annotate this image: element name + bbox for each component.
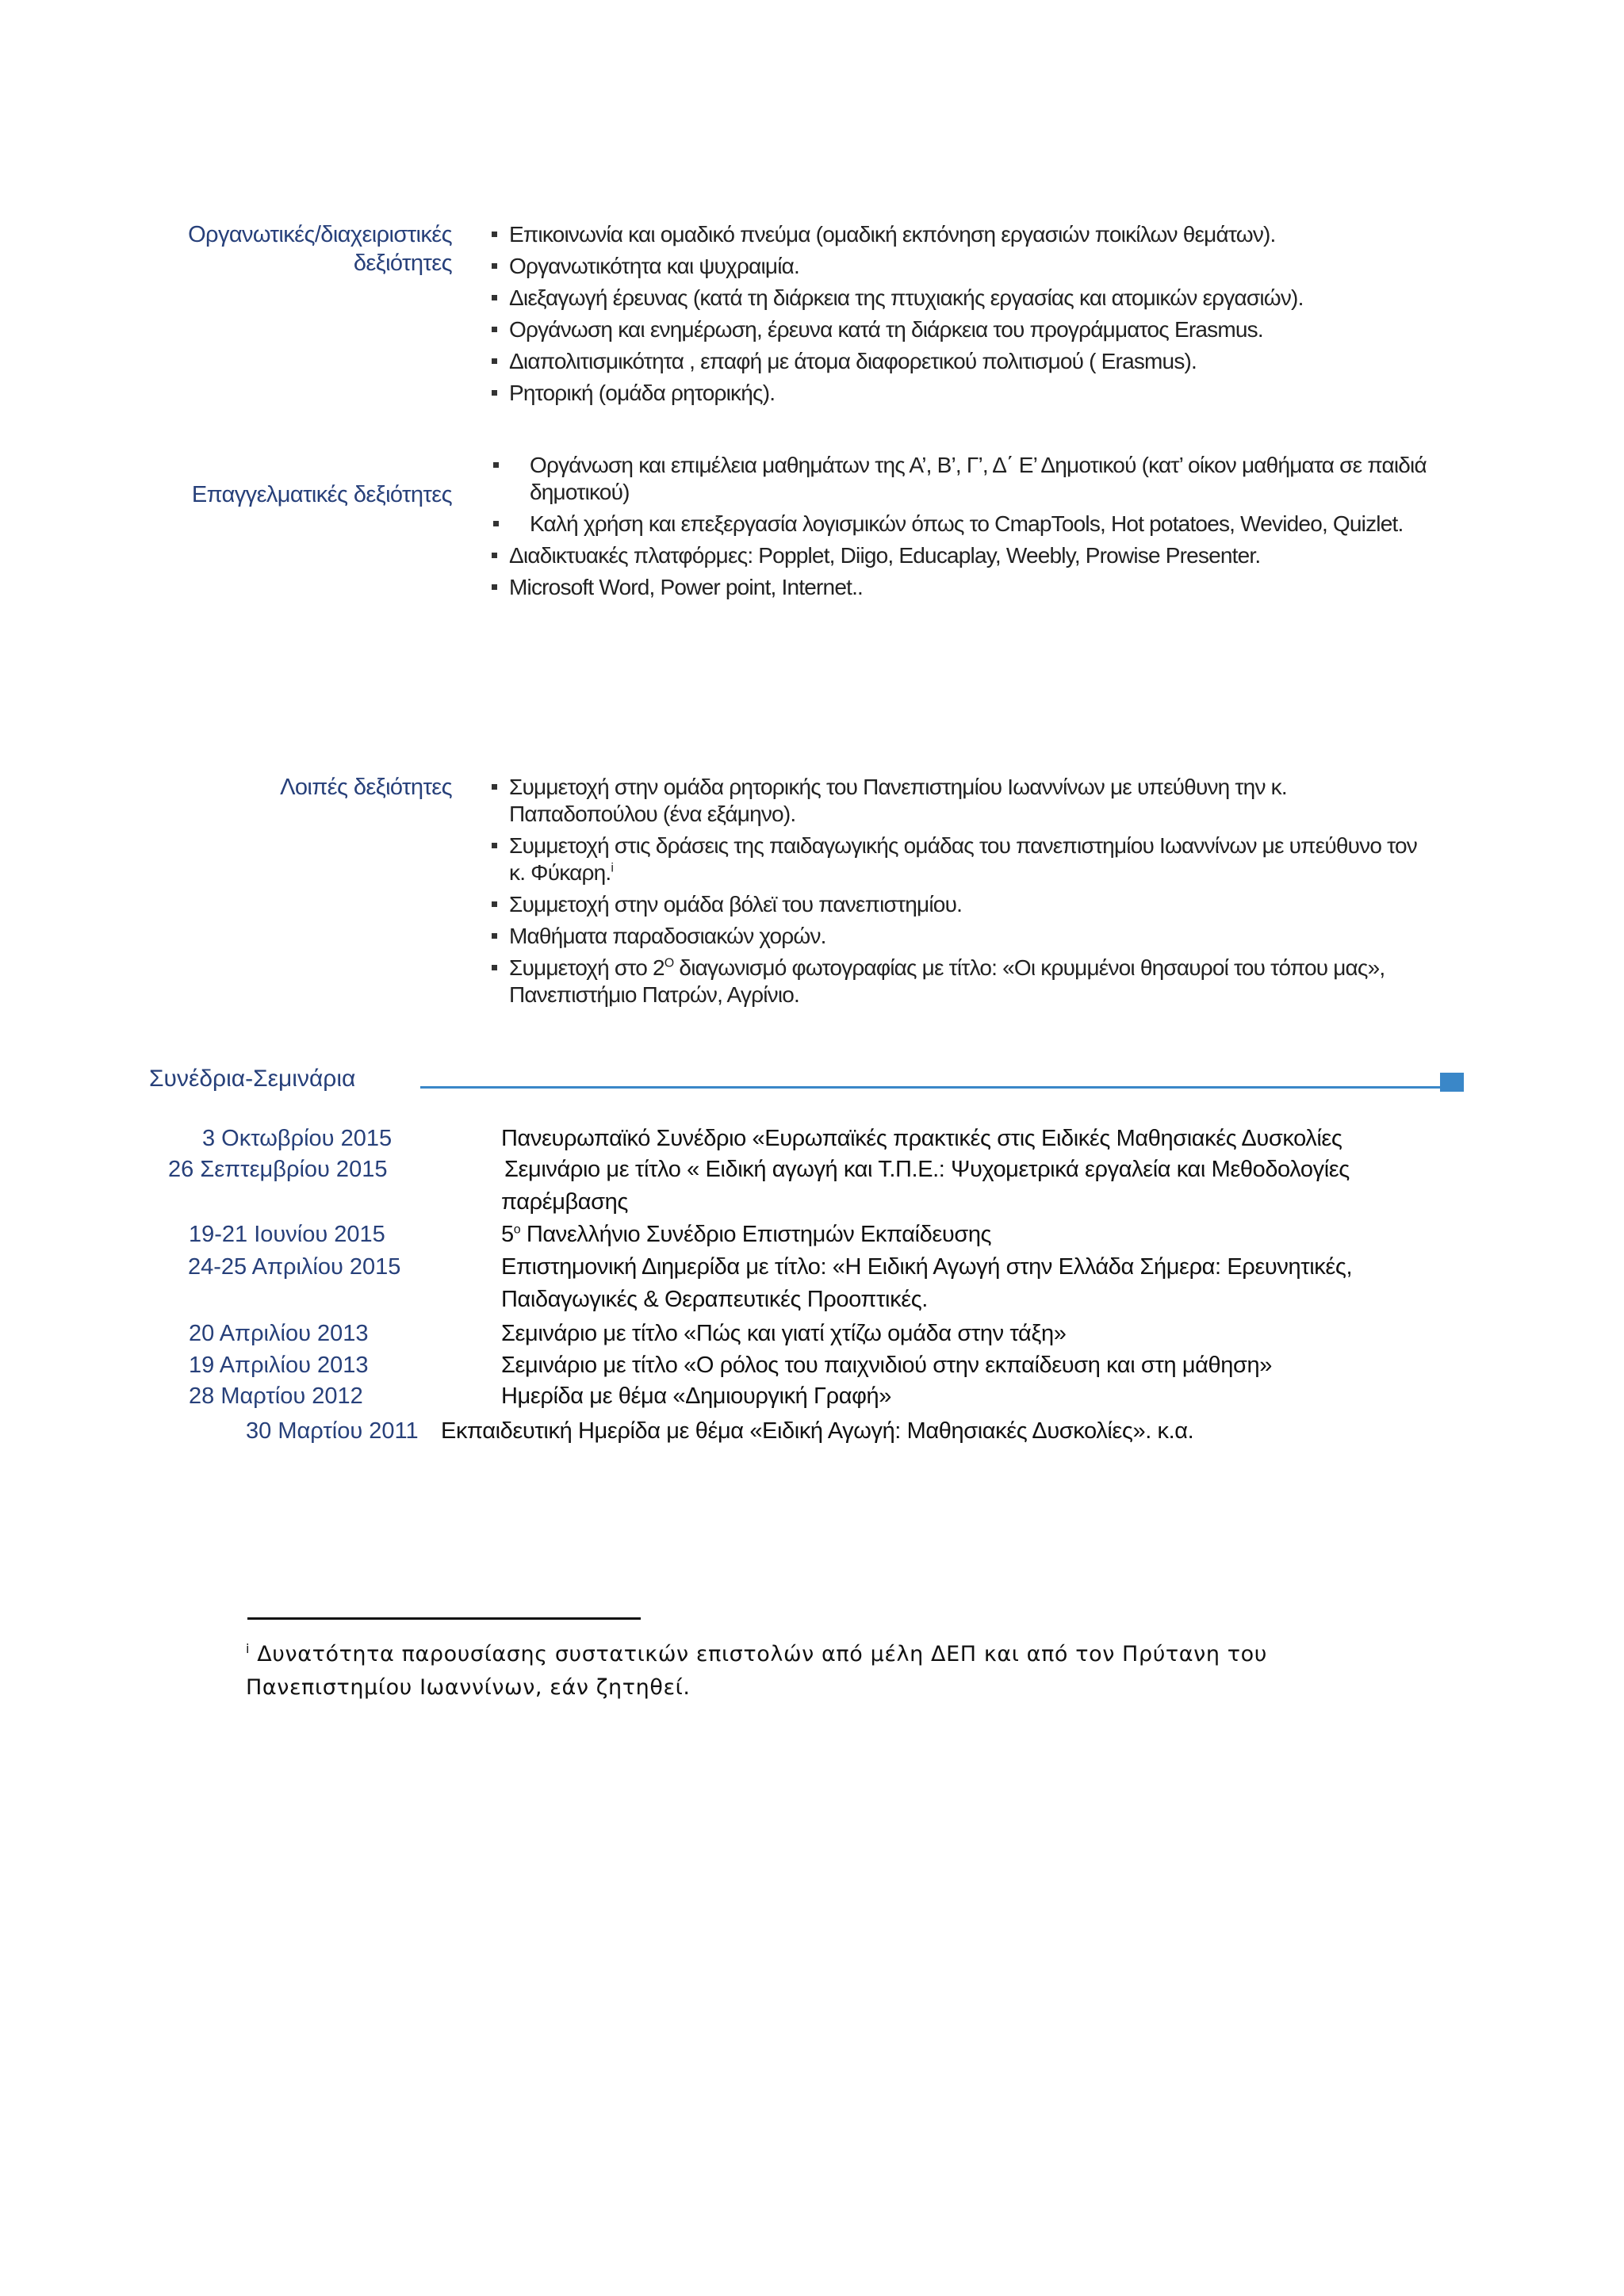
seminar-date: 26 Σεπτεμβρίου 2015 [168, 1157, 388, 1182]
bullet-icon [492, 327, 497, 332]
seminar-title: Σεμινάριο με τίτλο « Ειδική αγωγή και Τ.Π.Ε.: Ψυχομετρικά εργαλεία και Μεθοδολογίες [504, 1157, 1350, 1182]
bullet-icon [492, 295, 497, 300]
seminar-date: 28 Μαρτίου 2012 [189, 1383, 363, 1409]
list-item: Συμμετοχή στην ομάδα ρητορικής του Πανεπιστημίου Ιωαννίνων με υπεύθυνη την κ. Παπαδοπούλου (ένα εξάμηνο). [492, 772, 1546, 829]
bullet-icon [492, 843, 497, 848]
seminar-title: $5^o$ Πανελλήνιο Συνέδριο Επιστημών Εκπαίδευσης [501, 1222, 992, 1247]
seminar-title-continued: παρέμβασης [501, 1189, 628, 1215]
list-item: Microsoft Word, Power point, Internet.. [492, 572, 1546, 603]
bullet-icon [492, 901, 497, 907]
seminar-title: Εκπαιδευτική Ημερίδα με θέμα «Ειδική Αγωγή: Μαθησιακές Δυσκολίες». κ.α. [441, 1418, 1194, 1444]
footnote-separator [247, 1617, 641, 1620]
seminar-date: 30 Μαρτίου 2011 [246, 1418, 419, 1444]
list-item: Συμμετοχή στο $2^O$ διαγωνισμό φωτογραφίας με τίτλο: «Οι κρυμμένοι θησαυροί του τόπου μας», Πανεπιστήμιο Πατρών, Αγρίνιο. [492, 953, 1546, 1010]
footnote-marker: i [246, 1641, 251, 1656]
section-divider-marker [1440, 1073, 1464, 1092]
organizational-skills-label-line1: Οργανωτικές/διαχειριστικές [188, 222, 452, 247]
list-item: Καλή χρήση και επεξεργασία λογισμικών όπως το CmapTools, Hot potatoes, Wevideo, Quizlet. [492, 509, 1546, 539]
seminar-title: Ημερίδα με θέμα «Δημιουργική Γραφή» [501, 1383, 891, 1409]
bullet-icon [492, 232, 497, 237]
list-item: Μαθήματα παραδοσιακών χορών. [492, 921, 1546, 951]
seminar-date: 19-21 Ιουνίου 2015 [189, 1222, 385, 1247]
bullet-icon [492, 263, 497, 269]
bullet-icon [492, 390, 497, 396]
seminar-title: Πανευρωπαϊκό Συνέδριο «Ευρωπαϊκές πρακτικές στις Ειδικές Μαθησιακές Δυσκολίες [501, 1126, 1342, 1151]
seminar-title: Σεμινάριο με τίτλο «Πώς και γιατί χτίζω ομάδα στην τάξη» [501, 1321, 1067, 1346]
list-item: Διεξαγωγή έρευνας (κατά τη διάρκεια της πτυχιακής εργασίας και ατομικών εργασιών). [492, 283, 1546, 313]
list-item: Συμμετοχή στις δράσεις της παιδαγωγικής ομάδας του πανεπιστημίου Ιωαννίνων με υπεύθυνο τον κ. Φύκαρη.$^i$ [492, 831, 1546, 888]
professional-skills-label: Επαγγελματικές δεξιότητες [191, 482, 452, 507]
bullet-icon [492, 553, 497, 558]
footnote-reference[interactable]: i [611, 861, 614, 875]
bullet-icon [493, 521, 499, 526]
list-item: Διαδικτυακές πλατφόρμες: Popplet, Diigo, Educaplay, Weebly, Prowise Presenter. [492, 541, 1546, 571]
seminar-date: 3 Οκτωβρίου 2015 [202, 1126, 393, 1151]
bullet-icon [492, 784, 497, 790]
other-skills-list [492, 772, 1546, 1010]
list-item: Ρητορική (ομάδα ρητορικής). [492, 378, 1546, 408]
seminars-heading: Συνέδρια-Σεμινάρια [149, 1066, 356, 1092]
organizational-skills-label-line2: δεξιότητες [353, 251, 452, 276]
bullet-icon [493, 462, 499, 468]
footnote-text-line1: Δυνατότητα παρουσίασης συστατικών επιστολών από μέλη ΔΕΠ και από τον Πρύτανη του [257, 1642, 1267, 1667]
seminar-date: 20 Απριλίου 2013 [189, 1321, 369, 1346]
section-divider [420, 1086, 1443, 1089]
seminar-title: Σεμινάριο με τίτλο «Ο ρόλος του παιχνιδιού στην εκπαίδευση και στη μάθηση» [501, 1353, 1272, 1378]
bullet-icon [492, 965, 497, 970]
list-item: Συμμετοχή στην ομάδα βόλεϊ του πανεπιστημίου. [492, 890, 1546, 920]
bullet-icon [492, 933, 497, 939]
seminar-date: 19 Απριλίου 2013 [189, 1353, 369, 1378]
list-item: Οργάνωση και ενημέρωση, έρευνα κατά τη διάρκεια του προγράμματος Erasmus. [492, 315, 1546, 345]
list-item: Διαπολιτισμικότητα , επαφή με άτομα διαφορετικού πολιτισμού ( Erasmus). [492, 346, 1546, 377]
seminar-title-continued: Παιδαγωγικές & Θεραπευτικές Προοπτικές. [501, 1287, 928, 1312]
footnote [246, 1638, 1435, 1705]
seminar-title: Επιστημονική Διημερίδα με τίτλο: «Η Ειδική Αγωγή στην Ελλάδα Σήμερα: Ερευνητικές, [501, 1254, 1353, 1280]
other-skills-label: Λοιπές δεξιότητες [280, 775, 452, 800]
list-item: Επικοινωνία και ομαδικό πνεύμα (ομαδική εκπόνηση εργασιών ποικίλων θεμάτων). [492, 220, 1546, 250]
organizational-skills-label [135, 220, 452, 277]
bullet-icon [492, 358, 497, 364]
list-item: Οργάνωση και επιμέλεια μαθημάτων της Α’, Β’, Γ’, Δ΄ Ε’ Δημοτικού (κατ’ οίκον μαθήματα σε παιδιά δημοτικού) [492, 450, 1546, 507]
professional-skills-list [492, 450, 1546, 603]
bullet-icon [492, 584, 497, 590]
organizational-skills-list [492, 220, 1546, 408]
list-item: Οργανωτικότητα και ψυχραιμία. [492, 251, 1546, 281]
seminar-date: 24-25 Απριλίου 2015 [188, 1254, 401, 1280]
footnote-text-line2: Πανεπιστημίου Ιωαννίνων, εάν ζητηθεί. [246, 1675, 691, 1700]
